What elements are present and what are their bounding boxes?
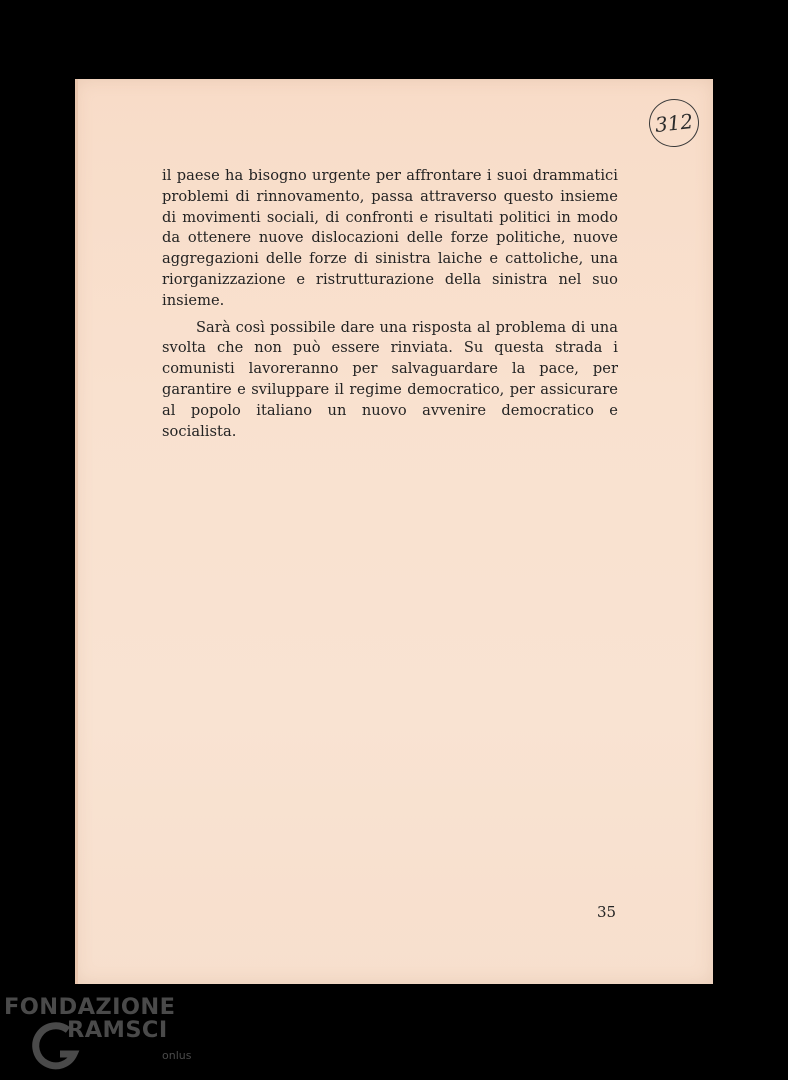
page-edge — [75, 79, 78, 984]
paragraph-2: Sarà così possibile dare una risposta al problema di una svolta che non può essere rinviata. Su questa strada i comunisti lavoreranno per salvaguardare la pace, per garantire e sviluppare il regime democratico, per assicurare al popolo italiano un nuovo avvenire democratico e socialista. — [162, 318, 618, 440]
document-body — [162, 166, 618, 442]
paragraph-1: il paese ha bisogno urgente per affrontare i suoi drammatici problemi di rinnovamento, passa attraverso questo insieme di movimenti sociali, di confronti e risultati politici in modo da ottenere nuove dislocazioni delle forze politiche, nuove aggregazioni delle forze di sinistra laiche e cattoliche, una riorganizzazione e ristrutturazione della sinistra nel suo insieme. — [162, 167, 618, 309]
archive-number-stamp: 312 — [647, 97, 702, 150]
logo-onlus: onlus — [162, 1049, 192, 1062]
fondazione-gramsci-logo — [4, 994, 204, 1074]
page-number: 35 — [597, 903, 617, 921]
logo-line-2: RAMSCI — [67, 1017, 168, 1043]
logo-line-1: FONDAZIONE — [4, 994, 176, 1020]
